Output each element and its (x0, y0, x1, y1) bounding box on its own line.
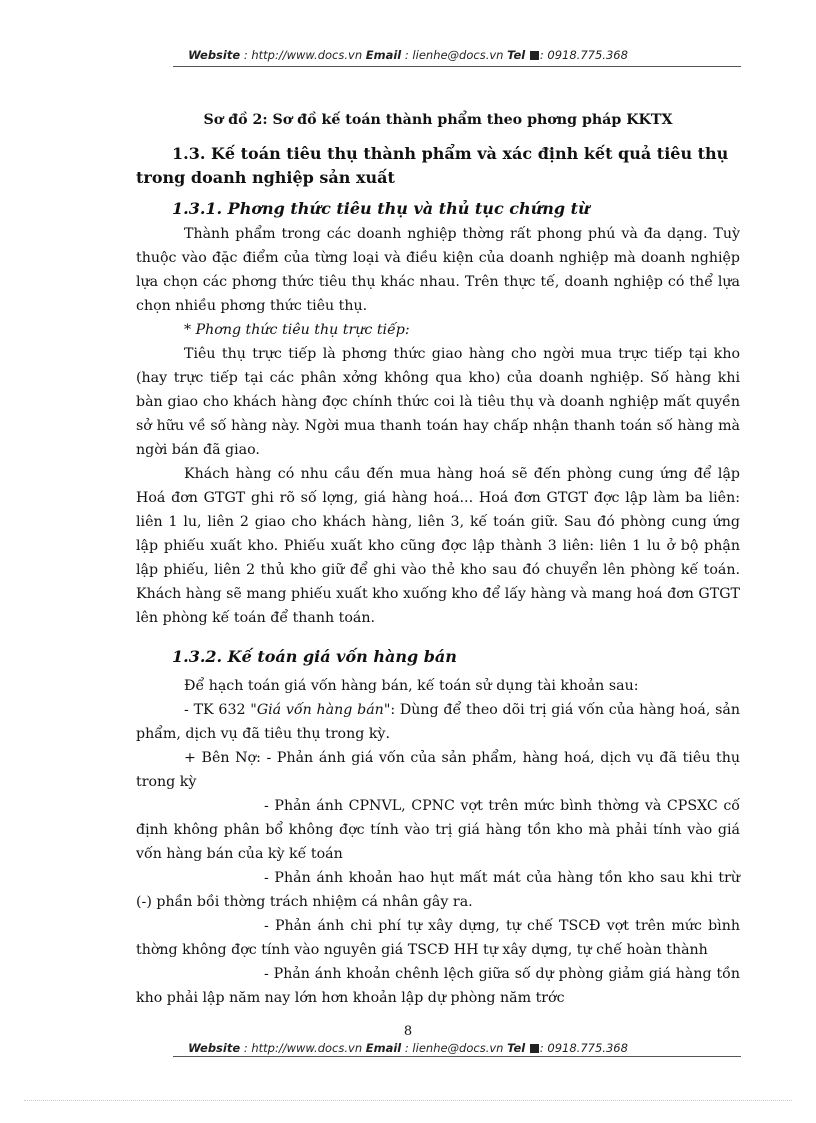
paragraph: Khách hàng có nhu cầu đến mua hàng hoá sẽ đến phòng cung ứng để lập Hoá đơn GTGT ghi rõ số lợng, giá hàng hoá... Hoá đơn GTGT đợc lập làm ba liên: liên 1 lu, liên 2 giao cho khách hàng, liên 3, kế toán giữ. Sau đó phòng cung ứng lập phiếu xuất kho. Phiếu xuất kho cũng đợc lập thành 3 liên: liên 1 lu ở bộ phận lập phiếu, liên 2 thủ kho giữ để ghi vào thẻ kho sau đó chuyển lên phòng kế toán. Khách hàng sẽ mang phiếu xuất kho xuống kho để lấy hàng và mang hoá đơn GTGT lên phòng kế toán để thanh toán. (136, 466, 740, 626)
paragraph: + Bên Nợ: - Phản ánh giá vốn của sản phẩm, hàng hoá, dịch vụ đã tiêu thụ trong kỳ (136, 750, 740, 790)
header-email-value[interactable]: : lienhe@docs.vn (404, 48, 504, 62)
footer-tel-label: Tel (507, 1041, 526, 1055)
footer-website-url[interactable]: : http://www.docs.vn (243, 1041, 363, 1055)
header-email-label: Email (365, 48, 402, 62)
text-run: - TK 632 " (184, 702, 257, 718)
subsection-1-title: 1.3.1. Phơng thức tiêu thụ và thủ tục chứng từ (172, 199, 590, 218)
text-run: ": Dùng để theo dõi trị giá vốn của hàng hoá, sản phẩm, dịch vụ đã tiêu thụ trong kỳ. (136, 702, 740, 742)
page-header (0, 48, 816, 62)
subsection-2-title: 1.3.2. Kế toán giá vốn hàng bán (172, 647, 457, 666)
paragraph-account-desc (136, 698, 740, 746)
footer-tel-value: : 0918.775.368 (539, 1041, 628, 1055)
document-body (136, 108, 740, 1010)
account-name: Giá vốn hàng bán (256, 702, 384, 718)
footer-email-value[interactable]: : lienhe@docs.vn (404, 1041, 504, 1055)
paragraph: - Phản ánh khoản hao hụt mất mát của hàng tồn kho sau khi trừ (-) phần bồi thờng trách nhiệm cá nhân gây ra. (136, 870, 740, 910)
paragraph: Thành phẩm trong các doanh nghiệp thờng rất phong phú và đa dạng. Tuỳ thuộc vào đặc điểm của từng loại và điều kiện của doanh nghiệp mà doanh nghiệp lựa chọn các phơng thức tiêu thụ khác nhau. Trên thực tế, doanh nghiệp có thể lựa chọn nhiều phơng thức tiêu thụ. (136, 226, 740, 314)
paragraph: - Phản ánh CPNVL, CPNC vợt trên mức bình thờng và CPSXC cố định không phân bổ không đợc tính vào trị giá hàng tồn kho mà phải tính vào giá vốn hàng bán của kỳ kế toán (136, 798, 740, 862)
diagram-caption: Sơ đồ 2: Sơ đồ kế toán thành phẩm theo phơng pháp KKTX (203, 112, 673, 128)
paragraph-subheading: * Phơng thức tiêu thụ trực tiếp: (184, 322, 410, 338)
footer-email-label: Email (365, 1041, 402, 1055)
paragraph: - Phản ánh chi phí tự xây dựng, tự chế TSCĐ vợt trên mức bình thờng không đợc tính vào nguyên giá TSCĐ HH tự xây dựng, tự chế hoàn thành (136, 918, 740, 958)
header-website-url[interactable]: : http://www.docs.vn (243, 48, 363, 62)
phone-icon (530, 1044, 539, 1053)
paragraph: - Phản ánh khoản chênh lệch giữa số dự phòng giảm giá hàng tồn kho phải lập năm nay lớn hơn khoản lập dự phòng năm trớc (136, 966, 740, 1006)
header-tel-label: Tel (507, 48, 526, 62)
footer-divider (173, 1056, 741, 1057)
paragraph: Tiêu thụ trực tiếp là phơng thức giao hàng cho ngời mua trực tiếp tại kho (hay trực tiếp tại các phân xởng không qua kho) của doanh nghiệp. Số hàng khi bàn giao cho khách hàng đợc chính thức coi là tiêu thụ và doanh nghiệp mất quyền sở hữu về số hàng này. Ngời mua thanh toán hay chấp nhận thanh toán số hàng mà ngời bán đã giao. (136, 346, 740, 458)
page-edge-divider (24, 1100, 792, 1101)
page-footer (0, 1041, 816, 1055)
header-divider (173, 66, 741, 67)
footer-website-label: Website (188, 1041, 241, 1055)
section-title: 1.3. Kế toán tiêu thụ thành phẩm và xác định kết quả tiêu thụ trong doanh nghiệp sản xuất (136, 144, 729, 187)
header-website-label: Website (188, 48, 241, 62)
phone-icon (530, 51, 539, 60)
page-number: 8 (403, 1024, 413, 1039)
paragraph: Để hạch toán giá vốn hàng bán, kế toán sử dụng tài khoản sau: (184, 678, 639, 694)
header-tel-value: : 0918.775.368 (539, 48, 628, 62)
